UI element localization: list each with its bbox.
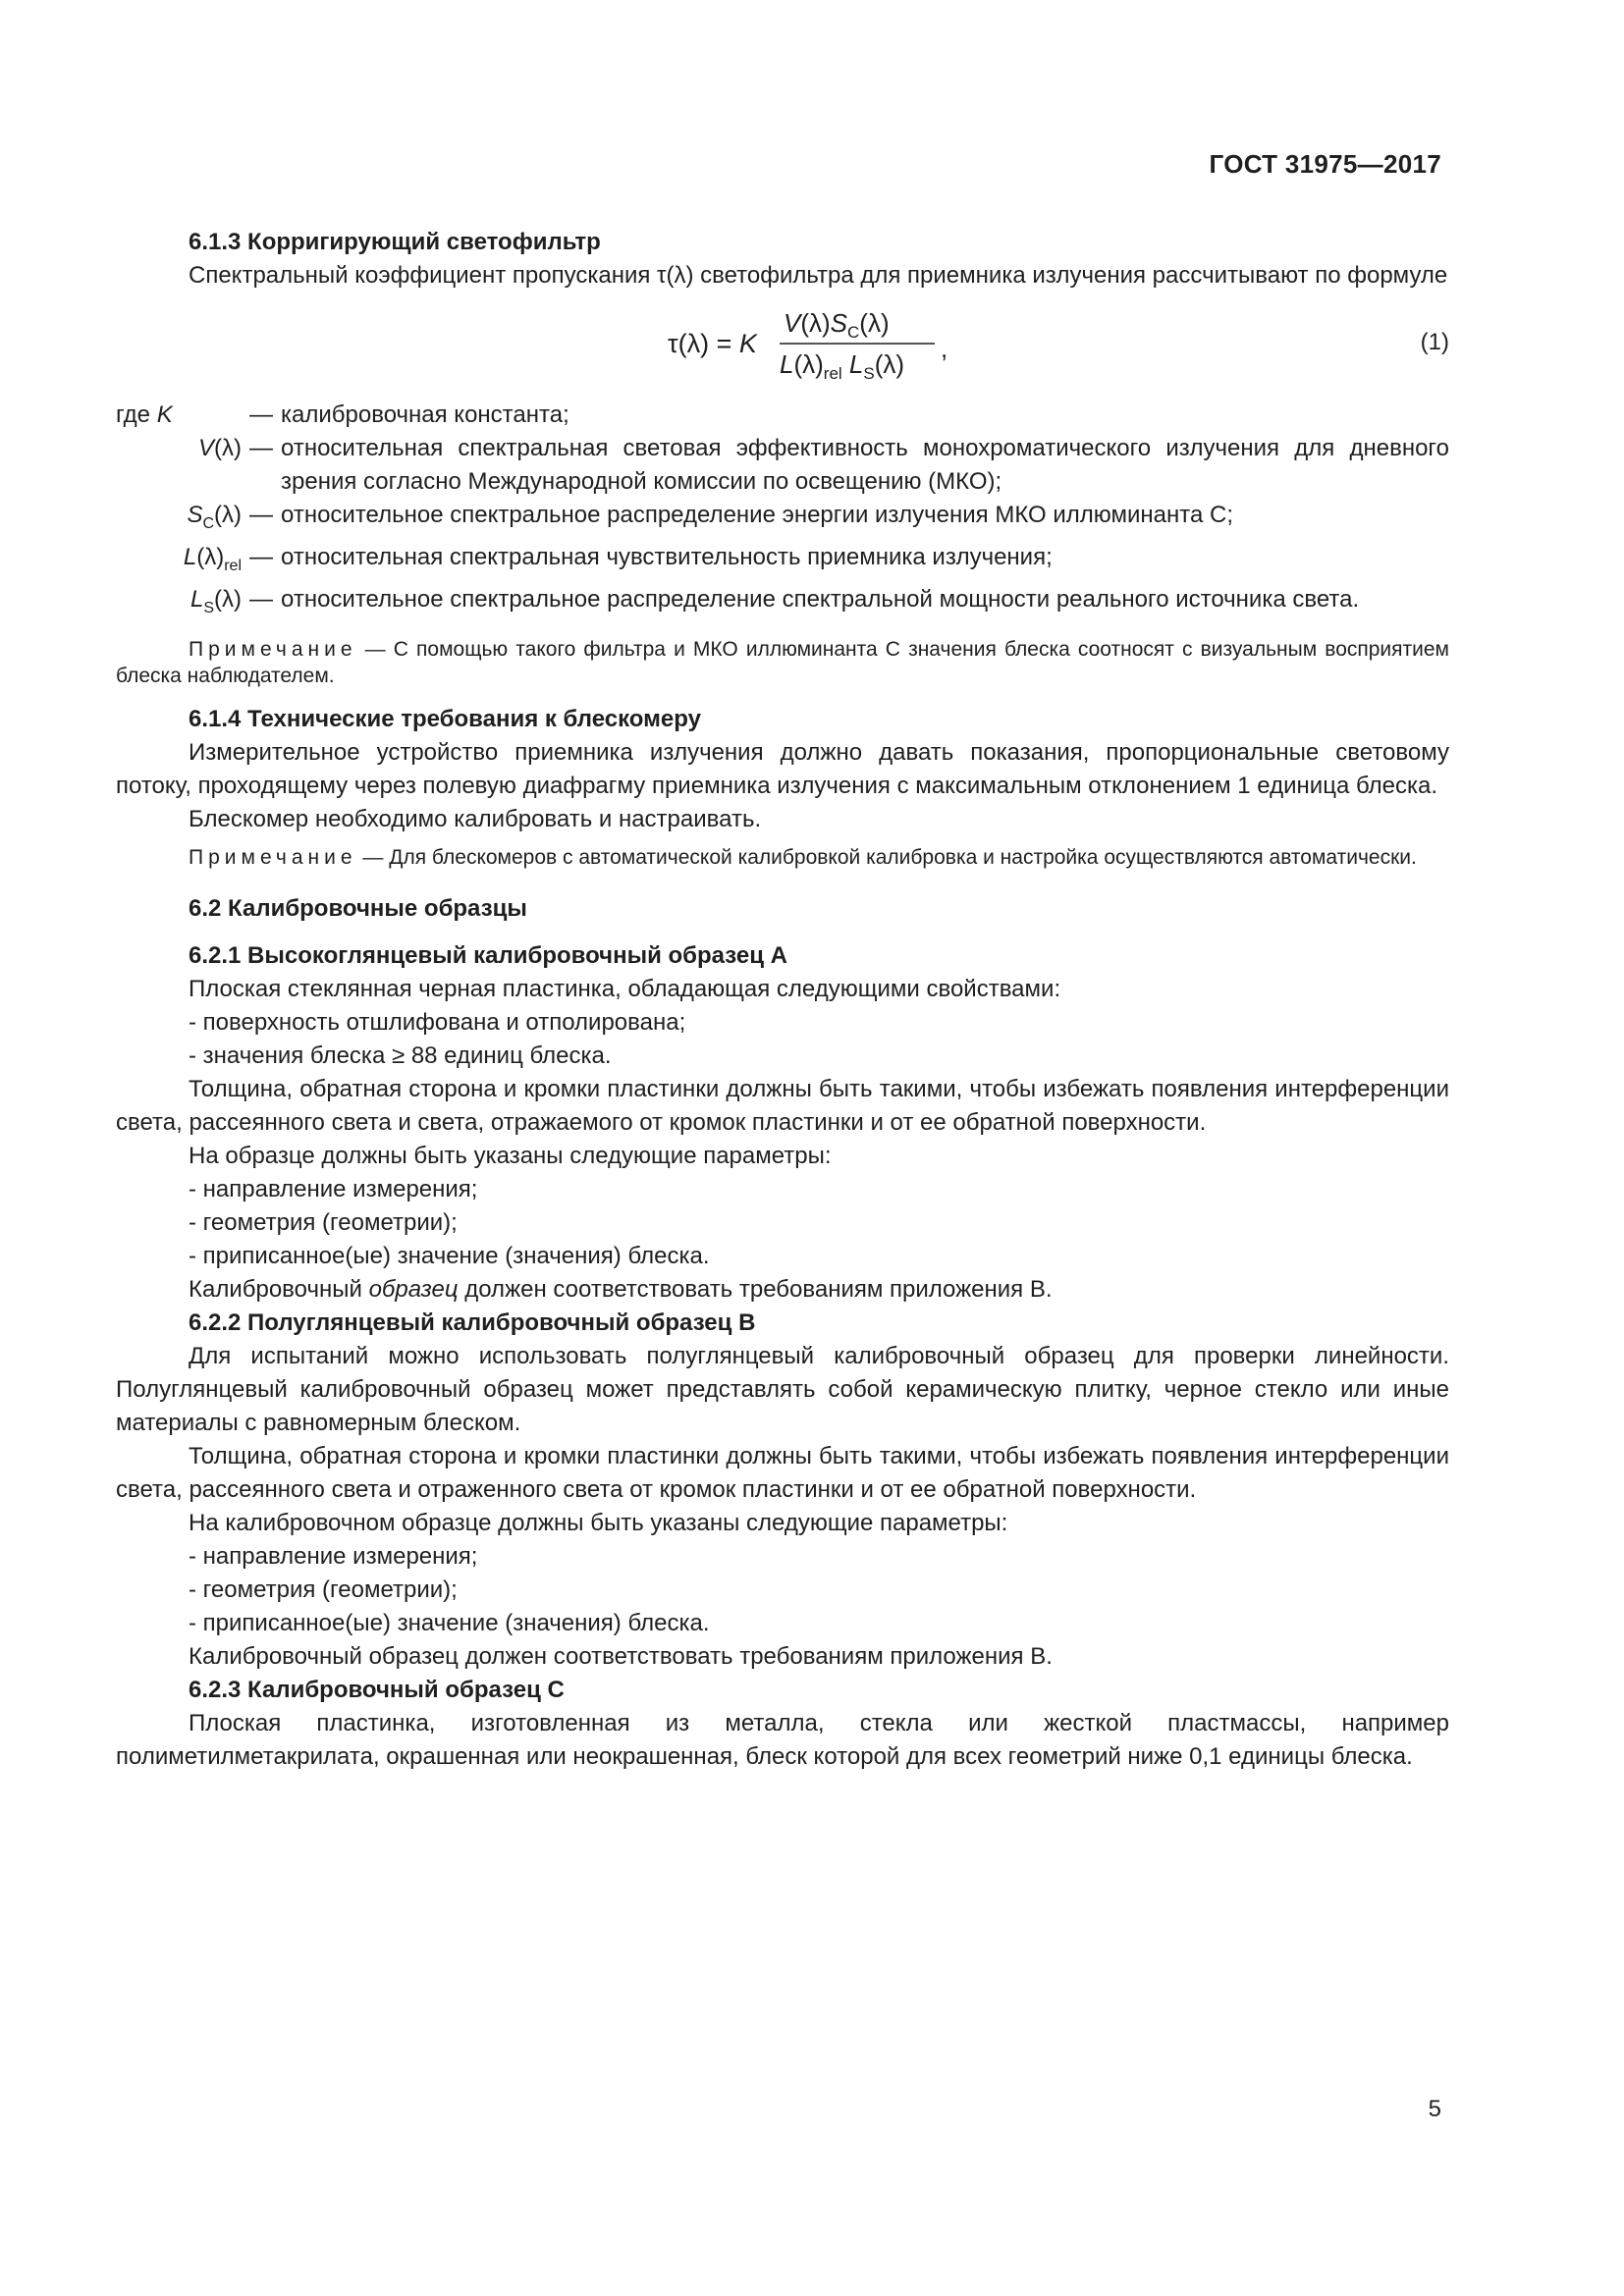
formula-number: (1) xyxy=(1420,329,1449,355)
page-content xyxy=(116,226,1449,1774)
svg-text:L(λ)rel LS(λ): $L(\lambda)_{rel}$ $L_S(\lambda)$ xyxy=(780,349,905,383)
section-6-2-2-paragraph: Толщина, обратная сторона и кромки пластинки должны быть такими, чтобы избежать появления интерференции света, рассеянного света и отраженного света от кромок пластинки и от ее обратной поверхности. xyxy=(116,1443,1449,1504)
definition-row xyxy=(116,541,1449,583)
definition-row xyxy=(116,583,1449,625)
section-6-2-1-paragraph: Калибровочный образец должен соответствовать требованиям приложения В. xyxy=(189,1276,1053,1304)
section-6-2-1-heading: 6.2.1 Высокоглянцевый калибровочный образец А xyxy=(189,942,788,970)
section-6-2-1-paragraph: На образце должны быть указаны следующие параметры: xyxy=(189,1143,832,1170)
note-6-1-3 xyxy=(116,636,1449,689)
list-item: - значения блеска ≥ 88 единиц блеска. xyxy=(189,1042,612,1070)
section-6-1-3-heading: 6.1.3 Корригирующий светофильтр xyxy=(189,229,601,255)
definition-symbol: где K xyxy=(116,401,173,428)
section-6-2-2-paragraph: Для испытаний можно использовать полуглянцевый калибровочный образец для проверки линейности. Полуглянцевый калибровочный образец может представлять собой керамическую плитку, черное стекло или иные материалы с равномерным блеском. xyxy=(116,1343,1449,1437)
list-item: - поверхность отшлифована и отполирована; xyxy=(189,1009,686,1037)
definition-symbol: V(λ) xyxy=(198,435,242,461)
list-item: - приписанное(ые) значение (значения) блеска. xyxy=(189,1243,710,1270)
section-6-2-3-heading: 6.2.3 Калибровочный образец С xyxy=(189,1677,565,1704)
definition-dash: — xyxy=(249,401,273,428)
list-item: - геометрия (геометрии); xyxy=(189,1209,458,1237)
list-item: - направление измерения; xyxy=(189,1176,478,1203)
symbol-definitions xyxy=(116,399,1449,624)
section-6-2-heading: 6.2 Калибровочные образцы xyxy=(189,895,527,923)
svg-text:,: , xyxy=(941,334,948,363)
section-6-2-1-paragraph: Толщина, обратная сторона и кромки пластинки должны быть такими, чтобы избежать появления интерференции света, рассеянного света и света, отражаемого от кромок пластинки и от ее обратной поверхности. xyxy=(116,1076,1449,1137)
definition-text: относительная спектральная чувствительность приемника излучения; xyxy=(281,543,1053,570)
definition-text: относительное спектральное распределение энергии излучения МКО иллюминанта С; xyxy=(281,502,1234,528)
definition-dash: — xyxy=(249,502,273,528)
list-item: - направление измерения; xyxy=(189,1543,478,1571)
formula-1 xyxy=(116,300,1449,391)
section-6-1-4-paragraph: Блескомер необходимо калибровать и настраивать. xyxy=(189,806,762,833)
note-label: Примечание xyxy=(189,638,357,662)
section-6-2-1-paragraph: Плоская стеклянная черная пластинка, обладающая следующими свойствами: xyxy=(189,976,1061,1003)
page-number: 5 xyxy=(1428,2096,1441,2122)
list-item: - приписанное(ые) значение (значения) блеска. xyxy=(189,1610,710,1637)
note-text: — Для блескомеров с автоматической калибровкой калибровка и настройка осуществляются автоматически. xyxy=(362,846,1417,870)
definition-dash: — xyxy=(249,585,273,613)
svg-text:V(λ)SC(λ): $V(\lambda)S_C(\lambda)$ xyxy=(784,308,890,342)
section-6-1-4-heading: 6.1.4 Технические требования к блескомеру xyxy=(189,706,701,733)
definition-symbol: $L(\lambda)_{rel}$ xyxy=(183,543,242,574)
section-6-2-2-paragraph: Калибровочный образец должен соответствовать требованиям приложения В. xyxy=(189,1643,1053,1671)
definition-text: относительное спектральное распределение спектральной мощности реального источника света. xyxy=(281,585,1360,613)
svg-text:τ(λ) = K: τ(λ) = K xyxy=(668,329,757,358)
document-id: ГОСТ 31975—2017 xyxy=(1209,149,1441,179)
section-6-2-2-heading: 6.2.2 Полуглянцевый калибровочный образец В xyxy=(189,1309,756,1337)
note-text: — С помощью такого фильтра и МКО иллюминанта С значения блеска соотносят с визуальным восприятием блеска наблюдателем. xyxy=(116,638,1449,688)
definition-row xyxy=(116,399,1449,432)
section-6-2-2-paragraph: На калибровочном образце должны быть указаны следующие параметры: xyxy=(189,1510,1008,1537)
definition-text: относительная спектральная световая эффективность монохроматического излучения для дневного зрения согласно Международной комиссии по освещению (МКО); xyxy=(281,435,1449,495)
definition-dash: — xyxy=(249,543,273,570)
definition-row xyxy=(116,499,1449,541)
note-label: Примечание xyxy=(189,846,357,870)
list-item: - геометрия (геометрии); xyxy=(189,1576,458,1604)
definition-text: калибровочная константа; xyxy=(281,401,569,428)
section-6-2-3-paragraph: Плоская пластинка, изготовленная из металла, стекла или жесткой пластмассы, например полиметилметакрилата, окрашенная или неокрашенная, блеск которой для всех геометрий ниже 0,1 единицы блеска. xyxy=(116,1710,1449,1771)
definition-symbol: $L_S(\lambda)$ xyxy=(189,585,242,616)
section-6-1-3-intro: Спектральный коэффициент пропускания τ(λ) светофильтра для приемника излучения рассчитывают по формуле xyxy=(189,262,1448,289)
definition-row xyxy=(116,432,1449,499)
section-6-1-4-paragraph: Измерительное устройство приемника излучения должно давать показания, пропорциональные световому потоку, проходящему через полевую диафрагму приемника излучения с максимальным отклонением 1 единица блеска. xyxy=(116,739,1449,800)
definition-dash: — xyxy=(249,435,273,461)
definition-symbol: $S_C(\lambda)$ xyxy=(187,502,242,532)
formula-expression xyxy=(668,300,1060,391)
note-6-1-4 xyxy=(116,844,1449,871)
